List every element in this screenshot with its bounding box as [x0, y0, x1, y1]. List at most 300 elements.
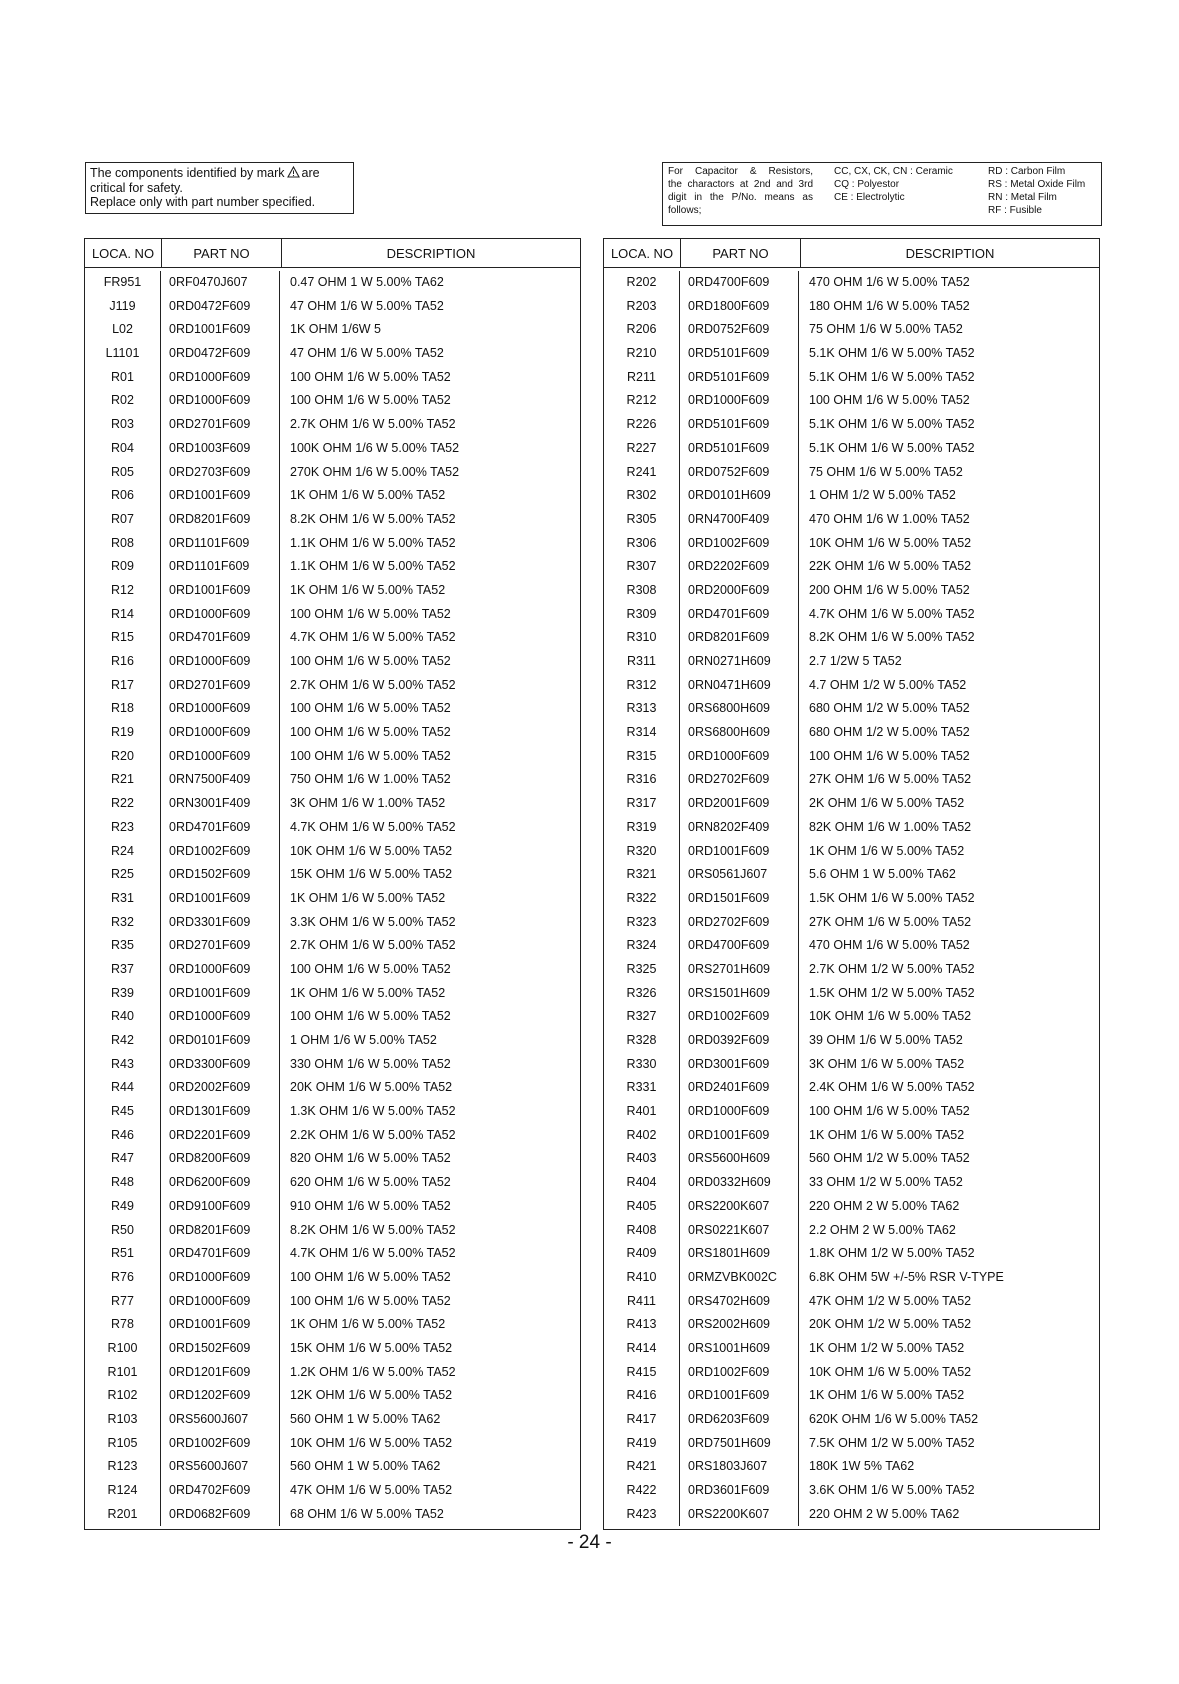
description-cell: 2.7K OHM 1/6 W 5.00% TA52 [290, 677, 456, 692]
loca-no-cell: R23 [111, 819, 134, 834]
part-no-cell: 0RD0392F609 [688, 1033, 770, 1047]
material-legend [662, 162, 1102, 226]
part-no-cell: 0RD1000F609 [169, 748, 251, 763]
part-no-cell: 0RD1000F609 [169, 1009, 251, 1024]
loca-no-cell: R76 [111, 1269, 134, 1284]
description-cell: 27K OHM 1/6 W 5.00% TA52 [809, 772, 972, 787]
loca-no-cell: R103 [107, 1412, 138, 1426]
loca-no-cell: R100 [107, 1340, 138, 1355]
loca-no-cell: R417 [626, 1412, 657, 1426]
description-cell: 910 OHM 1/6 W 5.00% TA52 [290, 1198, 451, 1213]
part-no-cell: 0RD7501H609 [688, 1435, 771, 1450]
description-cell: 2K OHM 1/6 W 5.00% TA52 [809, 796, 965, 811]
loca-no-cell: R312 [626, 677, 657, 692]
column-loca-no [604, 271, 680, 1526]
part-no-cell: 0RD0472F609 [169, 346, 251, 361]
description-cell: 10K OHM 1/6 W 5.00% TA52 [290, 1435, 453, 1450]
loca-no-cell: R51 [111, 1246, 134, 1261]
loca-no-cell: R416 [626, 1388, 657, 1403]
loca-no-cell: R77 [111, 1293, 134, 1308]
loca-no-cell: R405 [626, 1198, 657, 1213]
description-cell: 15K OHM 1/6 W 5.00% TA52 [290, 867, 453, 882]
description-cell: 180K 1W 5% TA62 [809, 1459, 915, 1474]
description-cell: 1K OHM 1/6 W 5.00% TA52 [290, 890, 446, 905]
description-cell: 1.5K OHM 1/6 W 5.00% TA52 [809, 890, 975, 905]
part-no-cell: 0RD1000F609 [169, 654, 251, 668]
loca-no-cell: R323 [626, 914, 657, 929]
part-no-cell: 0RD8201F609 [688, 630, 770, 645]
part-no-cell: 0RD1001F609 [169, 985, 251, 1000]
description-cell: 270K OHM 1/6 W 5.00% TA52 [290, 464, 460, 479]
loca-no-cell: R21 [111, 772, 134, 787]
part-no-cell: 0RS1501H609 [688, 985, 771, 1000]
description-cell: 1.2K OHM 1/6 W 5.00% TA52 [290, 1364, 456, 1379]
description-cell: 560 OHM 1/2 W 5.00% TA52 [809, 1151, 970, 1166]
description-cell: 100 OHM 1/6 W 5.00% TA52 [290, 393, 451, 408]
loca-no-cell: R423 [626, 1506, 657, 1521]
safety-notice [85, 162, 354, 214]
part-no-cell: 0RD5101F609 [688, 369, 770, 384]
part-no-cell: 0RD2401F609 [688, 1080, 770, 1095]
loca-no-cell: R408 [626, 1222, 657, 1237]
loca-no-cell: R43 [111, 1056, 134, 1071]
loca-no-cell: R15 [111, 630, 134, 645]
description-cell: 1 OHM 1/6 W 5.00% TA52 [290, 1033, 437, 1047]
description-cell: 620K OHM 1/6 W 5.00% TA52 [809, 1412, 979, 1426]
description-cell: 5.1K OHM 1/6 W 5.00% TA52 [809, 369, 975, 384]
description-cell: 2.7K OHM 1/2 W 5.00% TA52 [809, 961, 975, 976]
loca-no-cell: R410 [626, 1269, 657, 1284]
loca-no-cell: R45 [111, 1104, 134, 1119]
part-no-cell: 0RS5600J607 [169, 1412, 249, 1426]
loca-no-cell: R18 [111, 701, 134, 716]
loca-no-cell: R322 [626, 890, 657, 905]
description-cell: 1K OHM 1/6 W 5.00% TA52 [290, 1317, 446, 1332]
loca-no-cell: R49 [111, 1198, 134, 1213]
part-no-cell: 0RD2701F609 [169, 417, 251, 432]
description-cell: 5.1K OHM 1/6 W 5.00% TA52 [809, 440, 975, 455]
loca-no-cell: R32 [111, 914, 134, 929]
part-no-cell: 0RN7500F409 [169, 772, 251, 787]
part-no-cell: 0RD4701F609 [688, 606, 770, 621]
part-no-cell: 0RS5600H609 [688, 1151, 771, 1166]
description-cell: 100 OHM 1/6 W 5.00% TA52 [290, 701, 451, 716]
loca-no-cell: R31 [111, 890, 134, 905]
loca-no-cell: R48 [111, 1175, 134, 1190]
loca-no-cell: R20 [111, 748, 134, 763]
header-description: DESCRIPTION [905, 245, 995, 261]
description-cell: 68 OHM 1/6 W 5.00% TA52 [290, 1506, 444, 1521]
part-no-cell: 0RN0271H609 [688, 654, 771, 668]
part-no-cell: 0RS5600J607 [169, 1459, 249, 1474]
part-no-cell: 0RD2000F609 [688, 582, 770, 597]
legend-intro-line: digit in the P/No. means as [668, 192, 813, 203]
part-no-cell: 0RD1002F609 [169, 1435, 251, 1450]
part-no-cell: 0RD0101H609 [688, 488, 771, 503]
part-no-cell: 0RD8201F609 [169, 1222, 251, 1237]
description-cell: 1K OHM 1/6 W 5.00% TA52 [290, 582, 446, 597]
loca-no-cell: R227 [626, 440, 657, 455]
description-cell: 47K OHM 1/2 W 5.00% TA52 [809, 1293, 972, 1308]
loca-no-cell: R101 [107, 1364, 138, 1379]
description-cell: 100K OHM 1/6 W 5.00% TA52 [290, 440, 460, 455]
legend-resistors [988, 165, 1085, 217]
description-cell: 470 OHM 1/6 W 5.00% TA52 [809, 938, 970, 953]
parts-table-right [603, 238, 1100, 1530]
part-no-cell: 0RS2200K607 [688, 1506, 770, 1521]
loca-no-cell: R321 [626, 867, 657, 882]
part-no-cell: 0RD1002F609 [169, 843, 251, 858]
part-no-cell: 0RD1000F609 [169, 1269, 251, 1284]
description-cell: 10K OHM 1/6 W 5.00% TA52 [809, 1009, 972, 1024]
loca-no-cell: R42 [111, 1033, 134, 1047]
part-no-cell: 0RD1002F609 [688, 535, 770, 550]
part-no-cell: 0RD2701F609 [169, 938, 251, 953]
part-no-cell: 0RD1001F609 [169, 890, 251, 905]
loca-no-cell: R413 [626, 1317, 657, 1332]
description-cell: 750 OHM 1/6 W 1.00% TA52 [290, 772, 451, 787]
part-no-cell: 0RD2701F609 [169, 677, 251, 692]
description-cell: 100 OHM 1/6 W 5.00% TA52 [290, 369, 451, 384]
description-cell: 560 OHM 1 W 5.00% TA62 [290, 1412, 441, 1426]
description-cell: 39 OHM 1/6 W 5.00% TA52 [809, 1033, 963, 1047]
description-cell: 2.7K OHM 1/6 W 5.00% TA52 [290, 417, 456, 432]
description-cell: 8.2K OHM 1/6 W 5.00% TA52 [290, 1222, 456, 1237]
description-cell: 620 OHM 1/6 W 5.00% TA52 [290, 1175, 451, 1190]
description-cell: 5.6 OHM 1 W 5.00% TA62 [809, 867, 956, 882]
header-part-no: PART NO [162, 239, 282, 267]
header-description: DESCRIPTION [386, 245, 476, 261]
part-no-cell: 0RD5101F609 [688, 417, 770, 432]
loca-no-cell: R16 [111, 654, 134, 668]
loca-no-cell: R331 [626, 1080, 657, 1095]
description-cell: 7.5K OHM 1/2 W 5.00% TA52 [809, 1435, 975, 1450]
description-cell: 3.3K OHM 1/6 W 5.00% TA52 [290, 914, 456, 929]
loca-no-cell: R401 [626, 1104, 657, 1119]
loca-no-cell: R314 [626, 725, 657, 740]
safety-line-1: The components identified by mark [90, 166, 285, 180]
loca-no-cell: R414 [626, 1340, 657, 1355]
part-no-cell: 0RS2002H609 [688, 1317, 771, 1332]
part-no-cell: 0RD1001F609 [169, 582, 251, 597]
legend-res-item: RN : Metal Film [988, 192, 1057, 203]
header-loca-no: LOCA. NO [85, 239, 162, 267]
loca-no-cell: R17 [111, 677, 134, 692]
description-cell: 47 OHM 1/6 W 5.00% TA52 [290, 298, 444, 313]
loca-no-cell: R328 [626, 1033, 657, 1047]
loca-no-cell: R105 [107, 1435, 138, 1450]
loca-no-cell: R313 [626, 701, 657, 716]
description-cell: 1.8K OHM 1/2 W 5.00% TA52 [809, 1246, 975, 1261]
part-no-cell: 0RD1002F609 [688, 1009, 770, 1024]
column-description [799, 271, 1099, 1526]
part-no-cell: 0RS0221K607 [688, 1222, 770, 1237]
description-cell: 1.3K OHM 1/6 W 5.00% TA52 [290, 1104, 456, 1119]
description-cell: 1K OHM 1/6 W 5.00% TA52 [809, 1388, 965, 1403]
loca-no-cell: R123 [107, 1459, 138, 1474]
description-cell: 100 OHM 1/6 W 5.00% TA52 [290, 961, 451, 976]
description-cell: 1.1K OHM 1/6 W 5.00% TA52 [290, 535, 456, 550]
part-no-cell: 0RD1201F609 [169, 1364, 251, 1379]
loca-no-cell: R306 [626, 535, 657, 550]
description-cell: 2.7K OHM 1/6 W 5.00% TA52 [290, 938, 456, 953]
loca-no-cell: R50 [111, 1222, 134, 1237]
loca-no-cell: L1101 [105, 346, 140, 361]
loca-no-cell: R320 [626, 843, 657, 858]
part-no-cell: 0RS2200K607 [688, 1198, 770, 1213]
description-cell: 20K OHM 1/6 W 5.00% TA52 [290, 1080, 453, 1095]
description-cell: 10K OHM 1/6 W 5.00% TA52 [809, 1364, 972, 1379]
loca-no-cell: R35 [111, 938, 134, 953]
description-cell: 1K OHM 1/6 W 5.00% TA52 [809, 843, 965, 858]
description-cell: 75 OHM 1/6 W 5.00% TA52 [809, 464, 963, 479]
description-cell: 5.1K OHM 1/6 W 5.00% TA52 [809, 417, 975, 432]
description-cell: 100 OHM 1/6 W 5.00% TA52 [809, 393, 970, 408]
description-cell: 1.5K OHM 1/2 W 5.00% TA52 [809, 985, 975, 1000]
description-cell: 3K OHM 1/6 W 5.00% TA52 [809, 1056, 965, 1071]
description-cell: 1K OHM 1/6 W 5.00% TA52 [290, 488, 446, 503]
loca-no-cell: R317 [626, 796, 657, 811]
part-no-cell: 0RMZVBK002C [688, 1269, 777, 1284]
column-part-no [680, 271, 799, 1526]
part-no-cell: 0RD3301F609 [169, 914, 251, 929]
description-cell: 100 OHM 1/6 W 5.00% TA52 [809, 1104, 970, 1119]
description-cell: 4.7K OHM 1/6 W 5.00% TA52 [290, 819, 456, 834]
loca-no-cell: R419 [626, 1435, 657, 1450]
legend-res-item: RF : Fusible [988, 205, 1042, 216]
loca-no-cell: R309 [626, 606, 657, 621]
loca-no-cell: R310 [626, 630, 657, 645]
table-header [604, 239, 1099, 268]
loca-no-cell: R210 [626, 346, 657, 361]
description-cell: 27K OHM 1/6 W 5.00% TA52 [809, 914, 972, 929]
loca-no-cell: R330 [626, 1056, 657, 1071]
description-cell: 1.1K OHM 1/6 W 5.00% TA52 [290, 559, 456, 574]
part-no-cell: 0RD1000F609 [169, 606, 251, 621]
part-no-cell: 0RD8201F609 [169, 511, 251, 526]
header-part-no: PART NO [681, 239, 801, 267]
loca-no-cell: R12 [111, 582, 134, 597]
part-no-cell: 0RD2703F609 [169, 464, 251, 479]
part-no-cell: 0RD2201F609 [169, 1127, 251, 1142]
legend-res-item: RS : Metal Oxide Film [988, 179, 1086, 190]
description-cell: 100 OHM 1/6 W 5.00% TA52 [290, 1293, 451, 1308]
loca-no-cell: R212 [626, 393, 657, 408]
loca-no-cell: R226 [626, 417, 657, 432]
description-cell: 15K OHM 1/6 W 5.00% TA52 [290, 1340, 453, 1355]
part-no-cell: 0RD1501F609 [688, 890, 770, 905]
part-no-cell: 0RD1502F609 [169, 1340, 251, 1355]
part-no-cell: 0RD1800F609 [688, 298, 770, 313]
loca-no-cell: R326 [626, 985, 657, 1000]
part-no-cell: 0RD1101F609 [169, 559, 250, 574]
loca-no-cell: R241 [626, 464, 657, 479]
loca-no-cell: R206 [626, 322, 657, 337]
description-cell: 6.8K OHM 5W +/-5% RSR V-TYPE [809, 1269, 1004, 1284]
loca-no-cell: L02 [112, 322, 133, 337]
table-body [604, 268, 1099, 1529]
loca-no-cell: R46 [111, 1127, 134, 1142]
part-no-cell: 0RD6203F609 [688, 1412, 770, 1426]
part-no-cell: 0RD1001F609 [688, 1127, 770, 1142]
part-no-cell: 0RD0472F609 [169, 298, 251, 313]
part-no-cell: 0RD1000F609 [169, 1293, 251, 1308]
part-no-cell: 0RD1002F609 [688, 1364, 770, 1379]
description-cell: 8.2K OHM 1/6 W 5.00% TA52 [290, 511, 456, 526]
loca-no-cell: R09 [111, 559, 134, 574]
part-no-cell: 0RD2202F609 [688, 559, 770, 574]
part-no-cell: 0RD1001F609 [169, 1317, 251, 1332]
part-no-cell: 0RS1803J607 [688, 1459, 768, 1474]
loca-no-cell: R19 [111, 725, 134, 740]
part-no-cell: 0RS2701H609 [688, 961, 771, 976]
loca-no-cell: FR951 [103, 275, 142, 289]
loca-no-cell: R44 [111, 1080, 134, 1095]
part-no-cell: 0RD1001F609 [169, 488, 251, 503]
part-no-cell: 0RD2002F609 [169, 1080, 251, 1095]
description-cell: 470 OHM 1/6 W 5.00% TA52 [809, 275, 970, 289]
loca-no-cell: R22 [111, 796, 134, 811]
loca-no-cell: R06 [111, 488, 134, 503]
legend-cap-item: CQ : Polyestor [834, 179, 900, 190]
loca-no-cell: R403 [626, 1151, 657, 1166]
part-no-cell: 0RN8202F409 [688, 819, 770, 834]
column-loca-no [85, 271, 161, 1526]
loca-no-cell: J119 [109, 298, 136, 313]
part-no-cell: 0RN0471H609 [688, 677, 771, 692]
loca-no-cell: R37 [111, 961, 134, 976]
loca-no-cell: R311 [627, 654, 656, 668]
safety-line-1-end: are [301, 166, 320, 180]
description-cell: 1K OHM 1/2 W 5.00% TA52 [809, 1340, 965, 1355]
description-cell: 33 OHM 1/2 W 5.00% TA52 [809, 1175, 963, 1190]
part-no-cell: 0RD3300F609 [169, 1056, 251, 1071]
part-no-cell: 0RD6200F609 [169, 1175, 251, 1190]
loca-no-cell: R422 [626, 1483, 657, 1498]
part-no-cell: 0RN4700F409 [688, 511, 770, 526]
part-no-cell: 0RD4701F609 [169, 1246, 251, 1261]
description-cell: 100 OHM 1/6 W 5.00% TA52 [290, 1009, 451, 1024]
description-cell: 82K OHM 1/6 W 1.00% TA52 [809, 819, 972, 834]
legend-res-item: RD : Carbon Film [988, 166, 1066, 177]
warning-triangle-icon [287, 166, 300, 181]
part-no-cell: 0RD4700F609 [688, 938, 770, 953]
loca-no-cell: R402 [626, 1127, 657, 1142]
description-cell: 220 OHM 2 W 5.00% TA62 [809, 1198, 960, 1213]
description-cell: 1K OHM 1/6W 5 [290, 322, 381, 337]
loca-no-cell: R08 [111, 535, 134, 550]
loca-no-cell: R302 [626, 488, 657, 503]
loca-no-cell: R07 [111, 511, 134, 526]
description-cell: 8.2K OHM 1/6 W 5.00% TA52 [809, 630, 975, 645]
description-cell: 220 OHM 2 W 5.00% TA62 [809, 1506, 960, 1521]
legend-capacitors [834, 165, 953, 204]
description-cell: 1K OHM 1/6 W 5.00% TA52 [809, 1127, 965, 1142]
legend-intro-line: follows; [668, 205, 702, 216]
part-no-cell: 0RD1000F609 [169, 701, 251, 716]
legend-intro [668, 165, 813, 217]
loca-no-cell: R202 [626, 275, 657, 289]
loca-no-cell: R315 [626, 748, 657, 763]
part-no-cell: 0RD1000F609 [169, 725, 251, 740]
loca-no-cell: R325 [626, 961, 657, 976]
part-no-cell: 0RD1000F609 [688, 393, 770, 408]
description-cell: 100 OHM 1/6 W 5.00% TA52 [809, 748, 970, 763]
loca-no-cell: R421 [626, 1459, 657, 1474]
loca-no-cell: R03 [111, 417, 134, 432]
description-cell: 47 OHM 1/6 W 5.00% TA52 [290, 346, 444, 361]
loca-no-cell: R124 [107, 1483, 138, 1498]
description-cell: 47K OHM 1/6 W 5.00% TA52 [290, 1483, 453, 1498]
part-no-cell: 0RD1000F609 [169, 961, 251, 976]
part-no-cell: 0RD0101F609 [169, 1033, 251, 1047]
part-no-cell: 0RD0752F609 [688, 322, 770, 337]
loca-no-cell: R324 [626, 938, 657, 953]
loca-no-cell: R404 [626, 1175, 657, 1190]
description-cell: 2.2K OHM 1/6 W 5.00% TA52 [290, 1127, 456, 1142]
loca-no-cell: R02 [111, 393, 134, 408]
description-cell: 0.47 OHM 1 W 5.00% TA62 [290, 275, 444, 289]
description-cell: 3.6K OHM 1/6 W 5.00% TA52 [809, 1483, 975, 1498]
legend-cap-item: CC, CX, CK, CN : Ceramic [834, 166, 953, 177]
part-no-cell: 0RD1001F609 [169, 322, 251, 337]
part-no-cell: 0RD8200F609 [169, 1151, 251, 1166]
loca-no-cell: R05 [111, 464, 134, 479]
part-no-cell: 0RD2702F609 [688, 772, 770, 787]
column-part-no [161, 271, 280, 1526]
loca-no-cell: R14 [111, 606, 134, 621]
loca-no-cell: R01 [111, 369, 134, 384]
loca-no-cell: R201 [107, 1506, 138, 1521]
description-cell: 100 OHM 1/6 W 5.00% TA52 [290, 725, 451, 740]
part-no-cell: 0RD0752F609 [688, 464, 770, 479]
loca-no-cell: R308 [626, 582, 657, 597]
loca-no-cell: R24 [111, 843, 134, 858]
part-no-cell: 0RD1001F609 [688, 843, 770, 858]
loca-no-cell: R307 [626, 559, 657, 574]
description-cell: 10K OHM 1/6 W 5.00% TA52 [290, 843, 453, 858]
part-no-cell: 0RD4702F609 [169, 1483, 251, 1498]
description-cell: 100 OHM 1/6 W 5.00% TA52 [290, 748, 451, 763]
part-no-cell: 0RD1301F609 [169, 1104, 251, 1119]
description-cell: 100 OHM 1/6 W 5.00% TA52 [290, 654, 451, 668]
description-cell: 180 OHM 1/6 W 5.00% TA52 [809, 298, 970, 313]
description-cell: 2.7 1/2W 5 TA52 [809, 654, 902, 668]
legend-cap-item: CE : Electrolytic [834, 192, 905, 203]
part-no-cell: 0RD3001F609 [688, 1056, 770, 1071]
description-cell: 4.7K OHM 1/6 W 5.00% TA52 [809, 606, 975, 621]
table-header [85, 239, 580, 268]
description-cell: 4.7 OHM 1/2 W 5.00% TA52 [809, 677, 967, 692]
description-cell: 75 OHM 1/6 W 5.00% TA52 [809, 322, 963, 337]
description-cell: 100 OHM 1/6 W 5.00% TA52 [290, 606, 451, 621]
column-description [280, 271, 580, 1526]
loca-no-cell: R04 [111, 440, 134, 455]
part-no-cell: 0RD1101F609 [169, 535, 250, 550]
description-cell: 100 OHM 1/6 W 5.00% TA52 [290, 1269, 451, 1284]
parts-table-left [84, 238, 581, 1530]
description-cell: 4.7K OHM 1/6 W 5.00% TA52 [290, 630, 456, 645]
part-no-cell: 0RD0332H609 [688, 1175, 771, 1190]
loca-no-cell: R102 [107, 1388, 138, 1403]
description-cell: 1K OHM 1/6 W 5.00% TA52 [290, 985, 446, 1000]
part-no-cell: 0RD5101F609 [688, 440, 770, 455]
legend-intro-line: For Capacitor & Resistors, [668, 166, 813, 177]
description-cell: 10K OHM 1/6 W 5.00% TA52 [809, 535, 972, 550]
loca-no-cell: R40 [111, 1009, 134, 1024]
part-no-cell: 0RS1001H609 [688, 1340, 771, 1355]
loca-no-cell: R25 [111, 867, 134, 882]
